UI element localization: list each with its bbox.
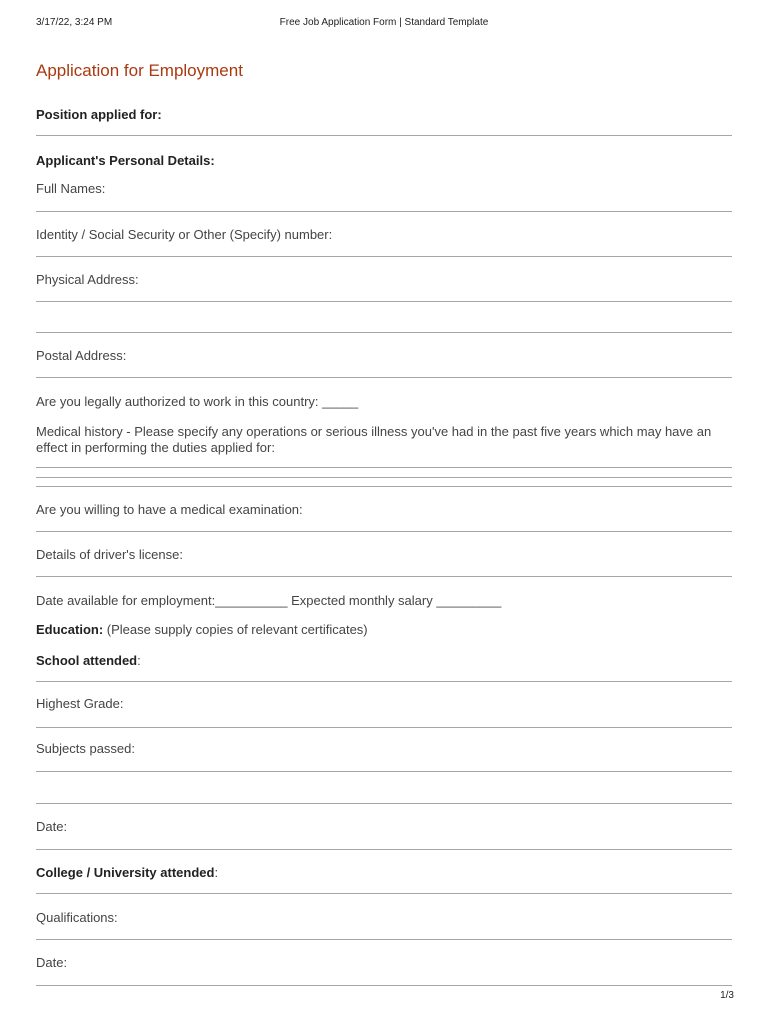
college-attended-line[interactable]	[36, 893, 732, 894]
medical-exam-line[interactable]	[36, 531, 732, 532]
identity-number-line[interactable]	[36, 256, 732, 257]
education-note: (Please supply copies of relevant certificates)	[103, 622, 368, 637]
page-number: 1/3	[720, 990, 734, 1001]
subjects-passed-line-2[interactable]	[36, 803, 732, 804]
medical-history-line-3[interactable]	[36, 486, 732, 487]
physical-address-label: Physical Address:	[36, 272, 139, 287]
print-date: 3/17/22, 3:24 PM	[36, 17, 113, 28]
subjects-passed-label: Subjects passed:	[36, 741, 136, 756]
position-applied-line[interactable]	[36, 135, 732, 136]
school-attended-colon: :	[137, 653, 141, 668]
highest-grade-line[interactable]	[36, 727, 732, 728]
medical-history-line-2[interactable]	[36, 477, 732, 478]
college-date-label: Date:	[36, 955, 68, 970]
qualifications-line[interactable]	[36, 939, 732, 940]
school-date-line[interactable]	[36, 849, 732, 850]
highest-grade-label: Highest Grade:	[36, 696, 124, 711]
postal-address-line[interactable]	[36, 377, 732, 378]
date-available-salary-label: Date available for employment:__________ Expected monthly salary _________	[36, 593, 502, 608]
college-date-line[interactable]	[36, 985, 732, 986]
physical-address-line[interactable]	[36, 301, 732, 302]
physical-address-line-2[interactable]	[36, 332, 732, 333]
position-applied-label: Position applied for:	[36, 107, 162, 122]
postal-address-label: Postal Address:	[36, 348, 127, 363]
subjects-passed-line[interactable]	[36, 771, 732, 772]
print-document-title: Free Job Application Form | Standard Template	[279, 17, 489, 28]
identity-number-label: Identity / Social Security or Other (Specify) number:	[36, 227, 333, 242]
qualifications-label: Qualifications:	[36, 910, 118, 925]
legally-authorized-label: Are you legally authorized to work in this country: _____	[36, 394, 359, 409]
college-attended-colon: :	[214, 865, 219, 880]
drivers-license-line[interactable]	[36, 576, 732, 577]
medical-history-label: Medical history - Please specify any operations or serious illness you've had in the past five years which may have an effect in performing the duties applied for:	[36, 424, 712, 455]
college-attended-label: College / University attended	[36, 865, 215, 880]
full-names-label: Full Names:	[36, 181, 106, 196]
school-attended-line[interactable]	[36, 681, 732, 682]
personal-details-heading: Applicant's Personal Details:	[36, 153, 215, 168]
education-line	[36, 622, 368, 637]
drivers-license-label: Details of driver's license:	[36, 547, 183, 562]
full-names-line[interactable]	[36, 211, 732, 212]
medical-history-line[interactable]	[36, 467, 732, 468]
form-title: Application for Employment	[36, 61, 243, 80]
college-attended-line-text	[36, 865, 218, 880]
school-attended-label: School attended	[36, 653, 138, 668]
medical-exam-label: Are you willing to have a medical examination:	[36, 502, 303, 517]
school-date-label: Date:	[36, 819, 68, 834]
school-attended-line-text	[36, 653, 141, 668]
education-label: Education:	[36, 622, 104, 637]
